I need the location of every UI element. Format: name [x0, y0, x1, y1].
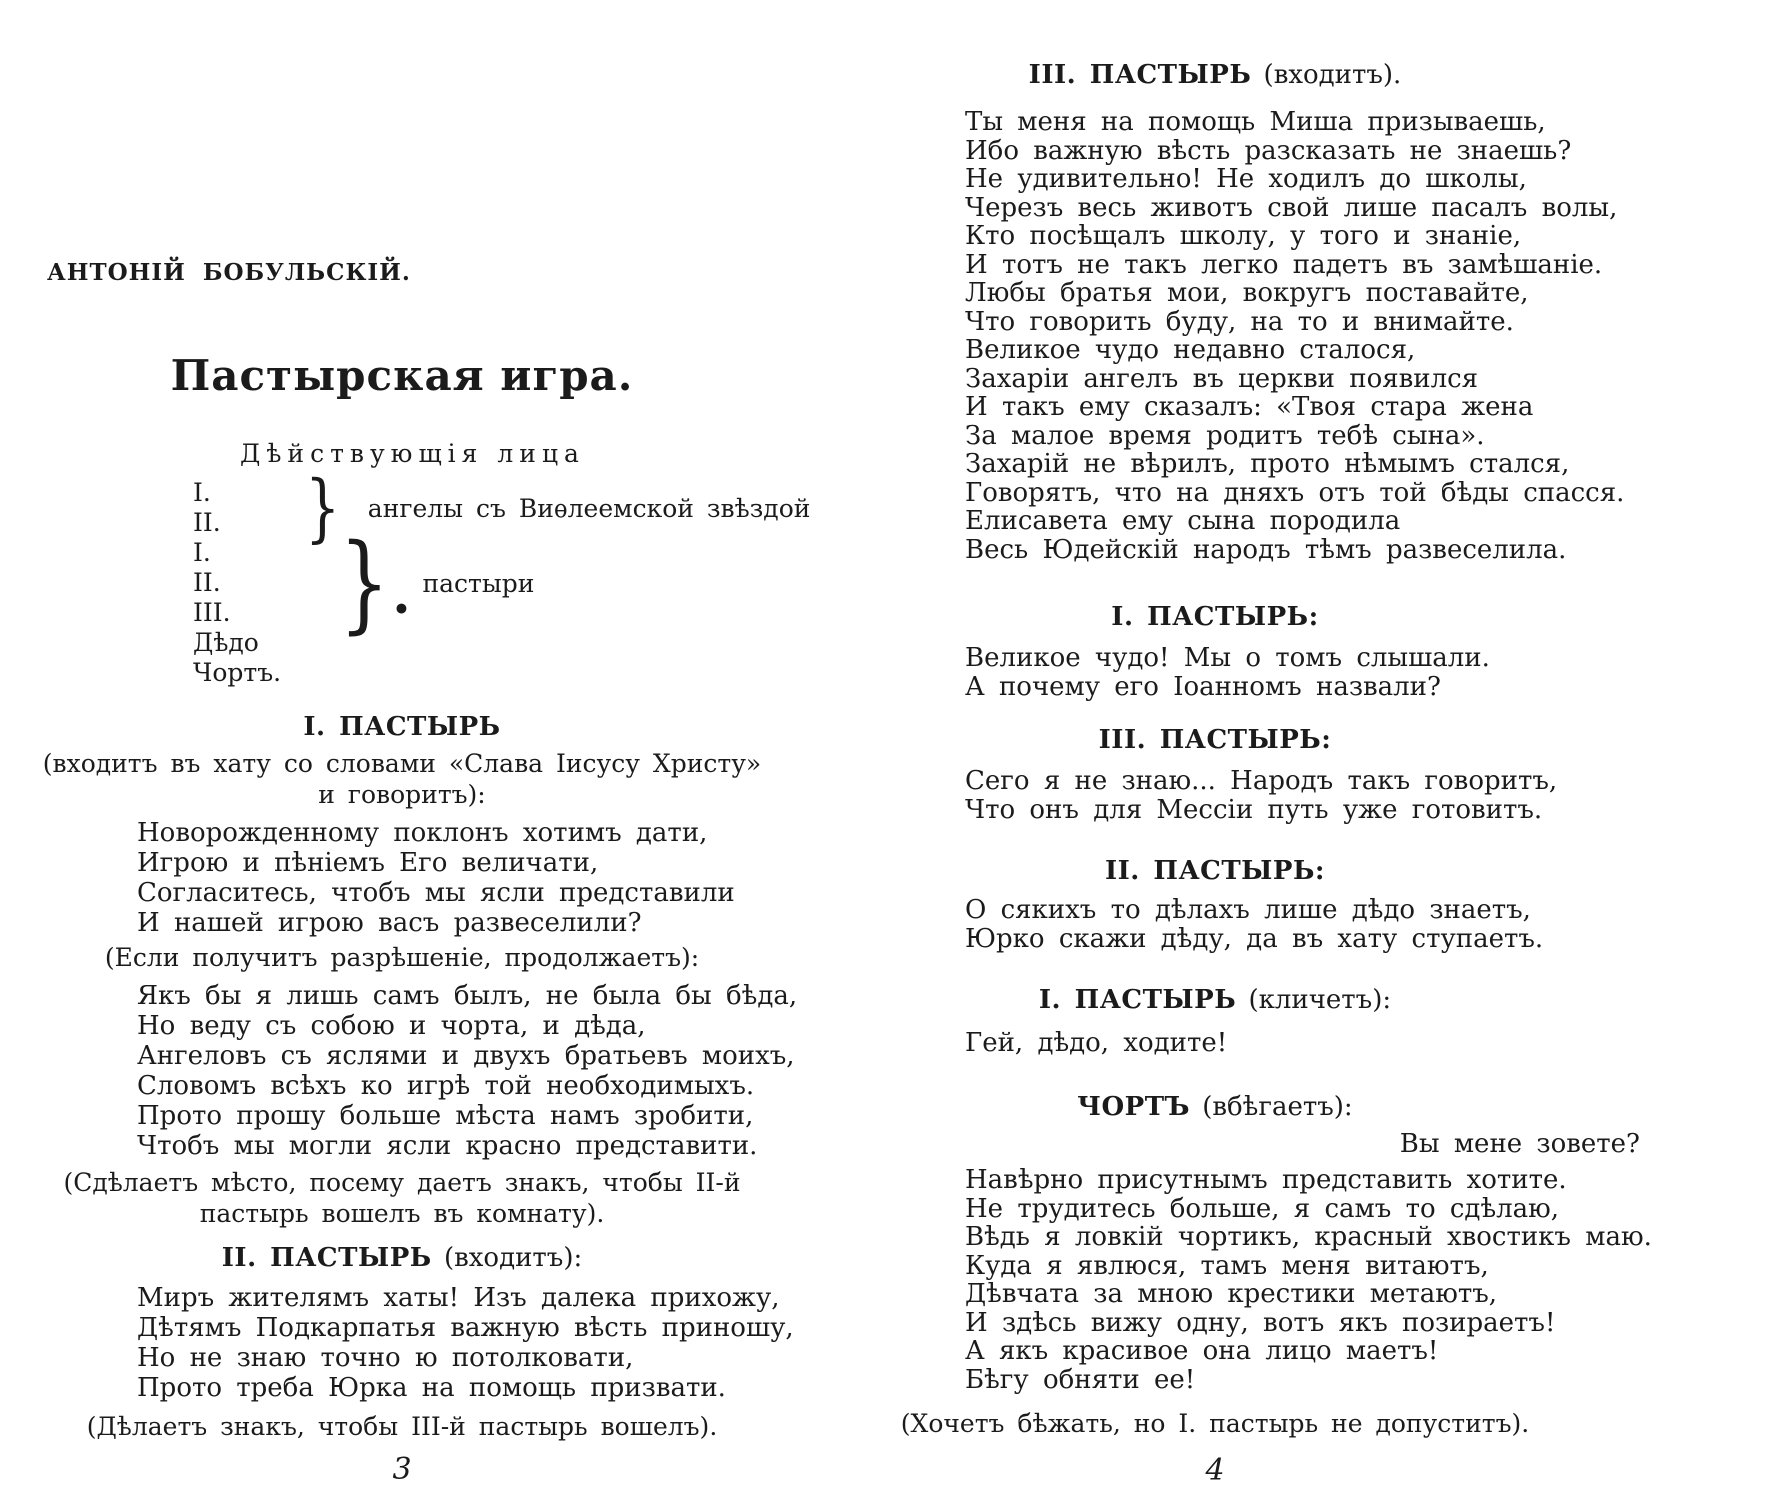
verse-line: Чтобъ мы могли ясли красно представити.: [137, 1131, 758, 1161]
play-title: Пастырская игра.: [170, 351, 634, 400]
scene-heading-note: (кличетъ):: [1248, 985, 1392, 1015]
verse-line: Игрою и пѣніемъ Его величати,: [137, 848, 599, 878]
scene-heading-note: (входитъ):: [443, 1243, 583, 1273]
brace-glyph: }: [304, 465, 341, 551]
cast-numeral: II.: [193, 568, 221, 597]
stage-direction: (Дѣлаетъ знакъ, чтобы III-й пастырь вошелъ).: [86, 1412, 718, 1441]
cast-numeral: I.: [193, 478, 211, 507]
cast-numeral: I.: [193, 538, 211, 567]
verse-line: Ангеловъ съ яслями и двухъ братьевъ моихъ,: [137, 1041, 795, 1071]
verse-line: А якъ красивое она лицо маетъ!: [965, 1336, 1439, 1366]
verse-line: Весь Юдейскій народъ тѣмъ развеселила.: [965, 534, 1567, 565]
verse-line: Вѣдь я ловкій чортикъ, красный хвостикъ маю.: [965, 1222, 1652, 1252]
verse-line: Юрко скажи дѣду, да въ хату ступаетъ.: [965, 923, 1544, 954]
verse-line: Новорожденному поклонъ хотимъ дати,: [137, 818, 708, 848]
verse-line: Бѣгу обняти ее!: [965, 1364, 1196, 1395]
scene-heading-label: III. ПАСТЫРЬ: [1028, 60, 1252, 90]
cast-singles: [193, 628, 802, 688]
page-number-left: 3: [392, 1452, 412, 1487]
verse-line: О сякихъ то дѣлахъ лише дѣдо знаетъ,: [965, 895, 1531, 925]
verse-line: Черезъ весь животъ свой лише пасалъ волы,: [965, 192, 1618, 223]
cast-label-angels: ангелы съ Виѳлеемской звѣздой: [367, 493, 811, 523]
verse-line: Захаріи ангелъ въ церкви появился: [965, 363, 1479, 394]
stanza: [137, 818, 802, 938]
verse-line: Куда я явлюся, тамъ меня витаютъ,: [965, 1250, 1489, 1281]
verse-line: Сего я не знаю... Народъ такъ говоритъ,: [965, 766, 1558, 796]
verse-line: За малое время родитъ тебѣ сына».: [965, 420, 1485, 451]
verse-line: И нашей игрою васъ развеселили?: [137, 908, 642, 938]
cast-character: Дѣдо: [193, 628, 259, 657]
scene-heading-label: ЧОРТЪ: [1077, 1091, 1190, 1122]
cast-numeral: III.: [193, 598, 231, 627]
scene-heading-note: (входитъ).: [1263, 60, 1402, 90]
verse-line: Великое чудо недавно сталося,: [965, 335, 1416, 365]
verse-line: Прото треба Юрка на помощь призвати.: [137, 1373, 726, 1403]
stanza: [137, 981, 802, 1161]
verse-line: Ты меня на помощь Миша призываешь,: [965, 107, 1546, 137]
cast-group-angels: [193, 465, 811, 551]
scene-heading-label: II. ПАСТЫРЬ: [221, 1243, 432, 1273]
brace-glyph: }: [339, 521, 390, 644]
verse-line: Гей, дѣдо, ходите!: [965, 1028, 1228, 1058]
stanza: [965, 767, 1640, 824]
cast-character: Чортъ.: [193, 658, 282, 687]
scene-heading-shepherd1-calls: [880, 983, 1640, 1017]
verse-line: Навѣрно присутнымъ представить хотите.: [965, 1165, 1567, 1195]
verse-line: Якъ бы я лишь самъ былъ, не была бы бѣда,: [137, 981, 798, 1011]
verse-line: И тотъ не такъ легко падетъ въ замѣшаніе.: [965, 249, 1603, 280]
stanza: [137, 1283, 802, 1403]
verse-line: Согласитесь, чтобъ мы ясли представили: [137, 878, 735, 908]
verse-line: Кто посѣщалъ школу, у того и знаніе,: [965, 221, 1522, 251]
cast-numeral: II.: [193, 508, 221, 537]
verse-line: Елисавета ему сына породила: [965, 506, 1401, 536]
scene-heading-shepherd1: [880, 600, 1640, 634]
verse-line: Не удивительно! Не ходилъ до школы,: [965, 164, 1527, 194]
stanza: [965, 1029, 1640, 1058]
scene-heading-label: I. ПАСТЫРЬ:: [1111, 602, 1319, 632]
page-left: [42, 0, 811, 1488]
verse-line: Любы братья мои, вокругъ поставайте,: [965, 278, 1529, 308]
cast-brace-shepherds: [339, 521, 411, 644]
verse-line: Говорятъ, что на дняхъ отъ той бѣды спасся.: [965, 477, 1625, 508]
verse-line: И такъ ему сказалъ: «Твоя стара жена: [965, 392, 1534, 422]
scene-heading-label: I. ПАСТЫРЬ: [303, 712, 501, 742]
page-right: [880, 0, 1652, 1489]
cast-numerals-angels: [193, 478, 221, 538]
scene-heading-shepherd3: [880, 723, 1640, 757]
cast-numerals-shepherds: [193, 538, 255, 628]
scene-heading-label: III. ПАСТЫРЬ:: [1098, 725, 1332, 755]
scene-heading-label: I. ПАСТЫРЬ: [1038, 985, 1237, 1015]
verse-line: Захарій не вѣрилъ, прото нѣмымъ стался,: [965, 449, 1570, 479]
scene-heading-note: (вбѣгаетъ):: [1202, 1091, 1353, 1122]
verse-line: Великое чудо! Мы о томъ слышали.: [965, 643, 1490, 673]
scene-heading-shepherd1: [42, 710, 802, 744]
verse-line: Что говорить буду, на то и внимайте.: [965, 306, 1514, 337]
stanza: [965, 1165, 1652, 1395]
verse-line: Что онъ для Мессіи путь уже готовитъ.: [965, 794, 1543, 825]
stage-direction: (Сдѣлаетъ мѣсто, посему даетъ знакъ, чтобы II-й пастырь вошелъ въ комнату).: [63, 1168, 741, 1228]
scene-heading-devil: [880, 1090, 1640, 1124]
scene-heading-shepherd2: [880, 854, 1640, 888]
verse-line: Прото прошу больше мѣста намъ зробити,: [137, 1101, 754, 1131]
author-name: АНТОНІЙ БОБУЛЬСКІЙ.: [47, 259, 411, 286]
verse-line: Дѣтямъ Подкарпатья важную вѣсть приношу,: [137, 1313, 794, 1343]
verse-line: Но не знаю точно ю потолковати,: [137, 1343, 634, 1373]
verse-line: И здѣсь вижу одну, вотъ якъ позираетъ!: [965, 1307, 1556, 1338]
brace-dot: •: [392, 593, 411, 626]
verse-line: Миръ жителямъ хаты! Изъ далека прихожу,: [137, 1283, 780, 1313]
stanza: [965, 644, 1640, 701]
verse-line: А почему его Іоанномъ назвали?: [965, 671, 1441, 702]
verse-line: Словомъ всѣхъ ко игрѣ той необходимыхъ.: [137, 1071, 755, 1101]
verse-line: Но веду съ собою и чорта, и дѣда,: [137, 1011, 646, 1041]
cast-label-shepherds: пастыри: [422, 568, 535, 598]
stanza: [965, 896, 1640, 953]
stage-direction: (Хочетъ бѣжать, но I. пастырь не допуститъ).: [900, 1409, 1530, 1438]
verse-line: Дѣвчата за мною крестики метаютъ,: [965, 1279, 1498, 1309]
verse-line-right-aligned: Вы мене зовете?: [1399, 1128, 1640, 1159]
stage-direction: (входитъ въ хату со словами «Слава Іисусу Христу» и говоритъ):: [42, 749, 762, 809]
stanza: [965, 108, 1640, 564]
verse-line: Не трудитесь больше, я самъ то сдѣлаю,: [965, 1193, 1560, 1224]
stage-direction: (Если получитъ разрѣшеніе, продолжаетъ):: [104, 943, 700, 972]
scene-heading-label: II. ПАСТЫРЬ:: [1104, 856, 1326, 886]
scene-heading-shepherd2: [42, 1241, 802, 1275]
page-number-right: 4: [1205, 1453, 1225, 1488]
verse-line: Ибо важную вѣсть разсказать не знаешь?: [965, 135, 1572, 166]
scene-heading-shepherd3: [880, 58, 1640, 92]
cast-heading: Дѣйствующія лица: [240, 439, 585, 468]
